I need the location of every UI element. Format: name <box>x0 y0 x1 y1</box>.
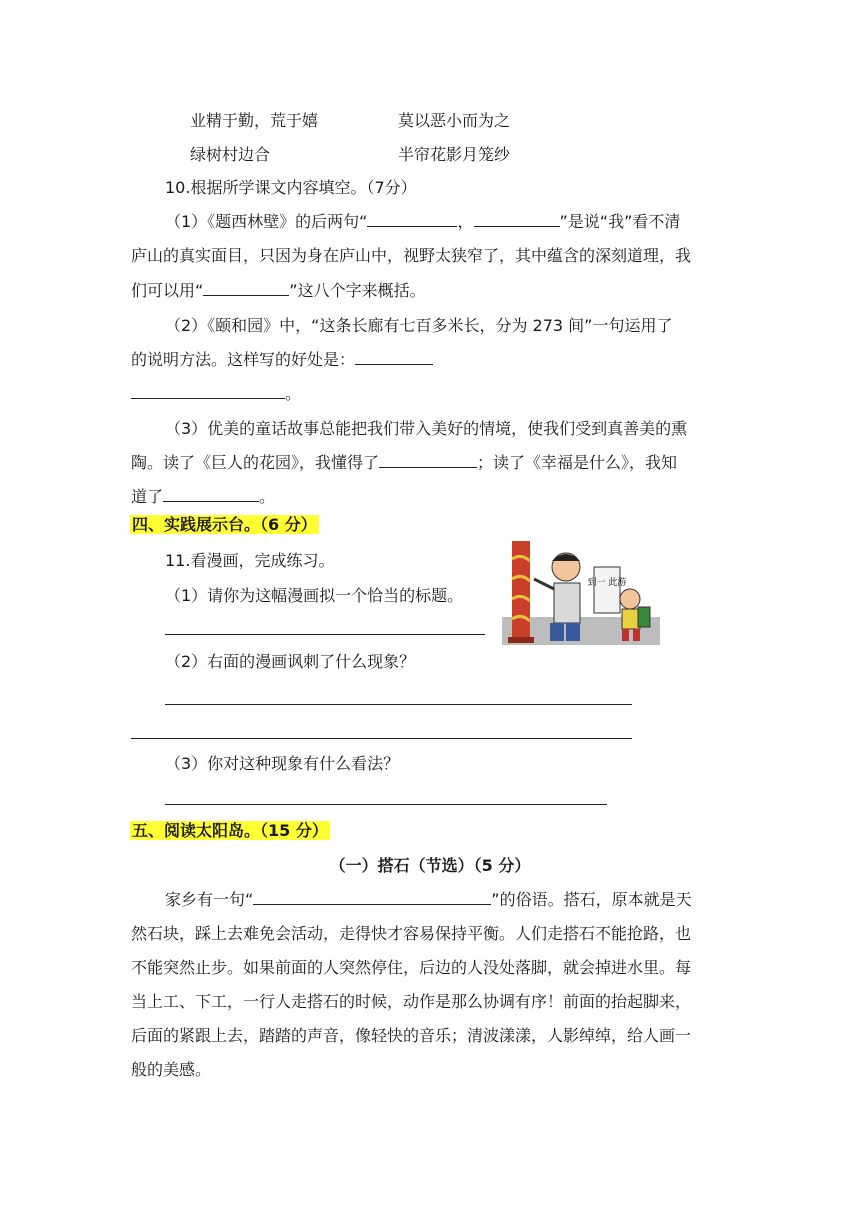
answer-line[interactable] <box>131 738 632 739</box>
section-heading: 四、实践展示台。（6 分） <box>132 515 317 534</box>
q10-p2-line2 <box>131 349 433 371</box>
passage-line2: 然石块，踩上去难免会活动，走得快才容易保持平衡。人们走搭石不能抢路，也 <box>131 924 692 943</box>
q10-p3-line3 <box>131 486 275 508</box>
q11-s1: （1）请你为这幅漫画拟一个恰当的标题。 <box>165 586 464 605</box>
passage-line3: 不能突然止步。如果前面的人突然停住，后边的人没处落脚，就会掉进水里。每 <box>131 958 692 977</box>
q10-p1-line2: 庐山的真实面目，只因为身在庐山中，视野太狭窄了，其中蕴含的深刻道理，我 <box>131 246 692 265</box>
answer-line[interactable] <box>165 804 607 805</box>
q10-p1-line3 <box>131 280 426 302</box>
blank[interactable] <box>131 384 285 399</box>
text: ”的俗语。搭石，原本就是天 <box>491 890 692 909</box>
text: 道了 <box>131 487 164 506</box>
q10-p2-line1: （2）《颐和园》中，“这条长廊有七百多米长，分为 273 间”一句运用了 <box>165 316 673 335</box>
blank[interactable] <box>163 487 259 502</box>
blank[interactable] <box>355 350 433 365</box>
q11-s3: （3）你对这种现象有什么看法？ <box>165 754 400 773</box>
section5-title <box>130 820 330 842</box>
blank[interactable] <box>367 212 457 227</box>
q10-p3-line1: （3）优美的童话故事总能把我们带入美好的情境，使我们受到真善美的熏 <box>165 419 688 438</box>
text: 。 <box>259 487 276 506</box>
passage-line5: 后面的紧跟上去，踏踏的声音，像轻快的音乐；清波漾漾，人影绰绰，给人画一 <box>131 1026 692 1045</box>
q11-title: 11.看漫画，完成练习。 <box>165 551 335 570</box>
blank[interactable] <box>474 212 560 227</box>
idiom-d: 半帘花影月笼纱 <box>398 145 511 164</box>
text: 。 <box>285 384 302 403</box>
blank[interactable] <box>203 281 289 296</box>
text: （1）《题西林壁》的后两句“ <box>165 212 368 231</box>
q10-p2-line3 <box>131 383 301 405</box>
blank[interactable] <box>253 890 491 905</box>
text: 陶。读了《巨人的花园》，我懂得了 <box>131 453 380 472</box>
text: 的说明方法。这样写的好处是： <box>131 350 356 369</box>
q10-title: 10.根据所学课文内容填空。（7分） <box>165 178 417 197</box>
text: ”是说“我”看不清 <box>559 212 681 231</box>
passage-line4: 当上工、下工，一行人走搭石的时候，动作是那么协调有序！前面的抬起脚来， <box>131 992 692 1011</box>
section-heading: 五、阅读太阳岛。（15 分） <box>132 821 328 840</box>
q10-p1-line1 <box>165 211 680 233</box>
text: 们可以用“ <box>131 281 204 300</box>
text: ；读了《幸福是什么》，我知 <box>477 453 678 472</box>
section4-title <box>130 514 319 536</box>
blank[interactable] <box>379 453 477 468</box>
passage-subtitle: （一）搭石（节选）（5 分） <box>329 856 531 875</box>
idiom-c: 绿树村边合 <box>190 145 271 164</box>
cartoon-sign-text: 到一 此游 <box>587 578 627 588</box>
q10-p3-line2 <box>131 452 677 474</box>
idiom-a: 业精于勤，荒于嬉 <box>190 111 319 130</box>
text: ”这八个字来概括。 <box>289 281 426 300</box>
passage-line1 <box>165 889 692 911</box>
q11-s2: （2）右面的漫画讽刺了什么现象？ <box>165 652 416 671</box>
idiom-b: 莫以恶小而为之 <box>398 111 511 130</box>
answer-line[interactable] <box>165 704 632 705</box>
text: ， <box>457 212 474 231</box>
answer-line[interactable] <box>165 634 485 635</box>
text: 家乡有一句“ <box>165 890 254 909</box>
cartoon-illustration <box>502 539 660 645</box>
passage-line6: 般的美感。 <box>131 1060 212 1079</box>
